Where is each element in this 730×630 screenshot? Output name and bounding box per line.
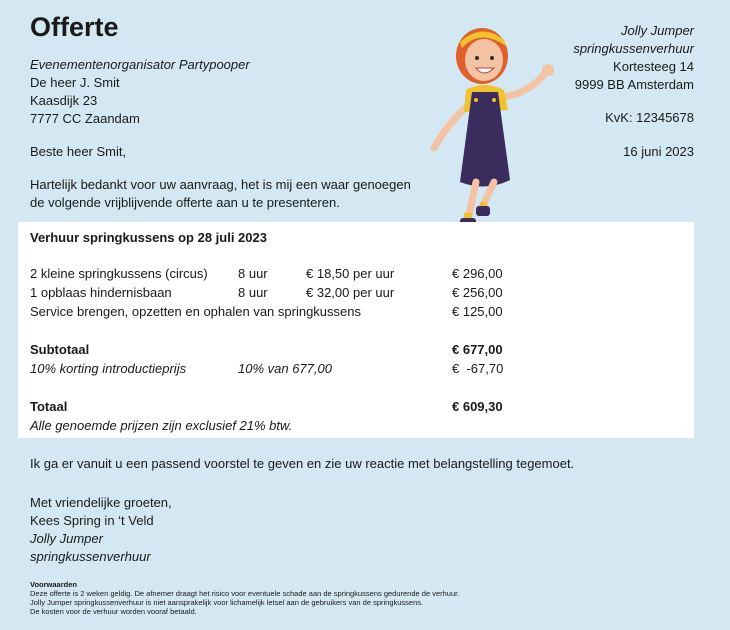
- sender-city: 9999 BB Amsterdam: [574, 77, 694, 92]
- item-description: Service brengen, opzetten en ophalen van springkussens: [30, 304, 361, 319]
- terms-line-3: De kosten voor de verhuur worden vooraf betaald.: [30, 607, 197, 616]
- regards: Met vriendelijke groeten,: [30, 495, 172, 510]
- vat-note-text: Alle genoemde prijzen zijn exclusief 21% btw.: [30, 418, 293, 433]
- sender-name-line2: springkussenverhuur: [573, 41, 694, 56]
- item-amount: € 296,00: [452, 266, 503, 281]
- sender-kvk: KvK: 12345678: [605, 110, 694, 125]
- intro-line-2: de volgende vrijblijvende offerte aan u te presenteren.: [30, 195, 340, 210]
- item-hours: 8 uur: [238, 266, 268, 281]
- discount-calc: 10% van 677,00: [238, 361, 332, 376]
- total-label: Totaal: [30, 399, 68, 414]
- intro-line-1: Hartelijk bedankt voor uw aanvraag, het is mij een waar genoegen: [30, 177, 411, 192]
- signer-company-line1: Jolly Jumper: [30, 531, 103, 546]
- terms-section: [30, 580, 459, 616]
- item-rate: € 32,00 per uur: [306, 285, 395, 300]
- signer-name: Kees Spring in ‘t Veld: [30, 513, 154, 528]
- total-amount: € 609,30: [452, 399, 503, 414]
- intro-text: [30, 176, 450, 212]
- letter-date: 16 juni 2023: [623, 144, 694, 159]
- recipient-address: [30, 56, 250, 128]
- quote-heading: Verhuur springkussens op 28 juli 2023: [30, 230, 267, 245]
- item-description: 1 opblaas hindernisbaan: [30, 285, 172, 300]
- closing-sentence: Ik ga er vanuit u een passend voorstel te geven en zie uw reactie met belangstelling tegemoet.: [30, 456, 575, 471]
- sender-address: [573, 22, 694, 94]
- item-description: 2 kleine springkussens (circus): [30, 266, 208, 281]
- terms-heading: Voorwaarden: [30, 580, 77, 589]
- jumping-girl-illustration: [420, 20, 570, 250]
- terms-line-1: Deze offerte is 2 weken geldig. De afnemer draagt het risico voor eventuele schade aan de springkussens gedurende de verhuur.: [30, 589, 460, 598]
- subtotal-amount: € 677,00: [452, 342, 503, 357]
- recipient-name: De heer J. Smit: [30, 75, 120, 90]
- recipient-city: 7777 CC Zaandam: [30, 111, 140, 126]
- discount-label: 10% korting introductieprijs: [30, 361, 187, 376]
- item-amount: € 256,00: [452, 285, 503, 300]
- quote-panel: [18, 222, 694, 438]
- terms-line-2: Jolly Jumper springkussenverhuur is niet aansprakelijk voor lichamelijk letsel aan de gebruikers van de springkussens.: [30, 598, 424, 607]
- item-rate: € 18,50 per uur: [306, 266, 395, 281]
- document-title: Offerte: [30, 12, 119, 42]
- recipient-company: Evenementenorganisator Partypooper: [30, 57, 250, 72]
- signer-company-line2: springkussenverhuur: [30, 549, 151, 564]
- subtotal-label: Subtotaal: [30, 342, 90, 357]
- salutation: Beste heer Smit,: [30, 144, 127, 159]
- discount-amount: € -67,70: [452, 361, 504, 376]
- item-hours: 8 uur: [238, 285, 268, 300]
- sender-name-line1: Jolly Jumper: [621, 23, 694, 38]
- recipient-street: Kaasdijk 23: [30, 93, 98, 108]
- sender-street: Kortesteeg 14: [613, 59, 694, 74]
- signoff: [30, 494, 172, 566]
- item-amount: € 125,00: [452, 304, 503, 319]
